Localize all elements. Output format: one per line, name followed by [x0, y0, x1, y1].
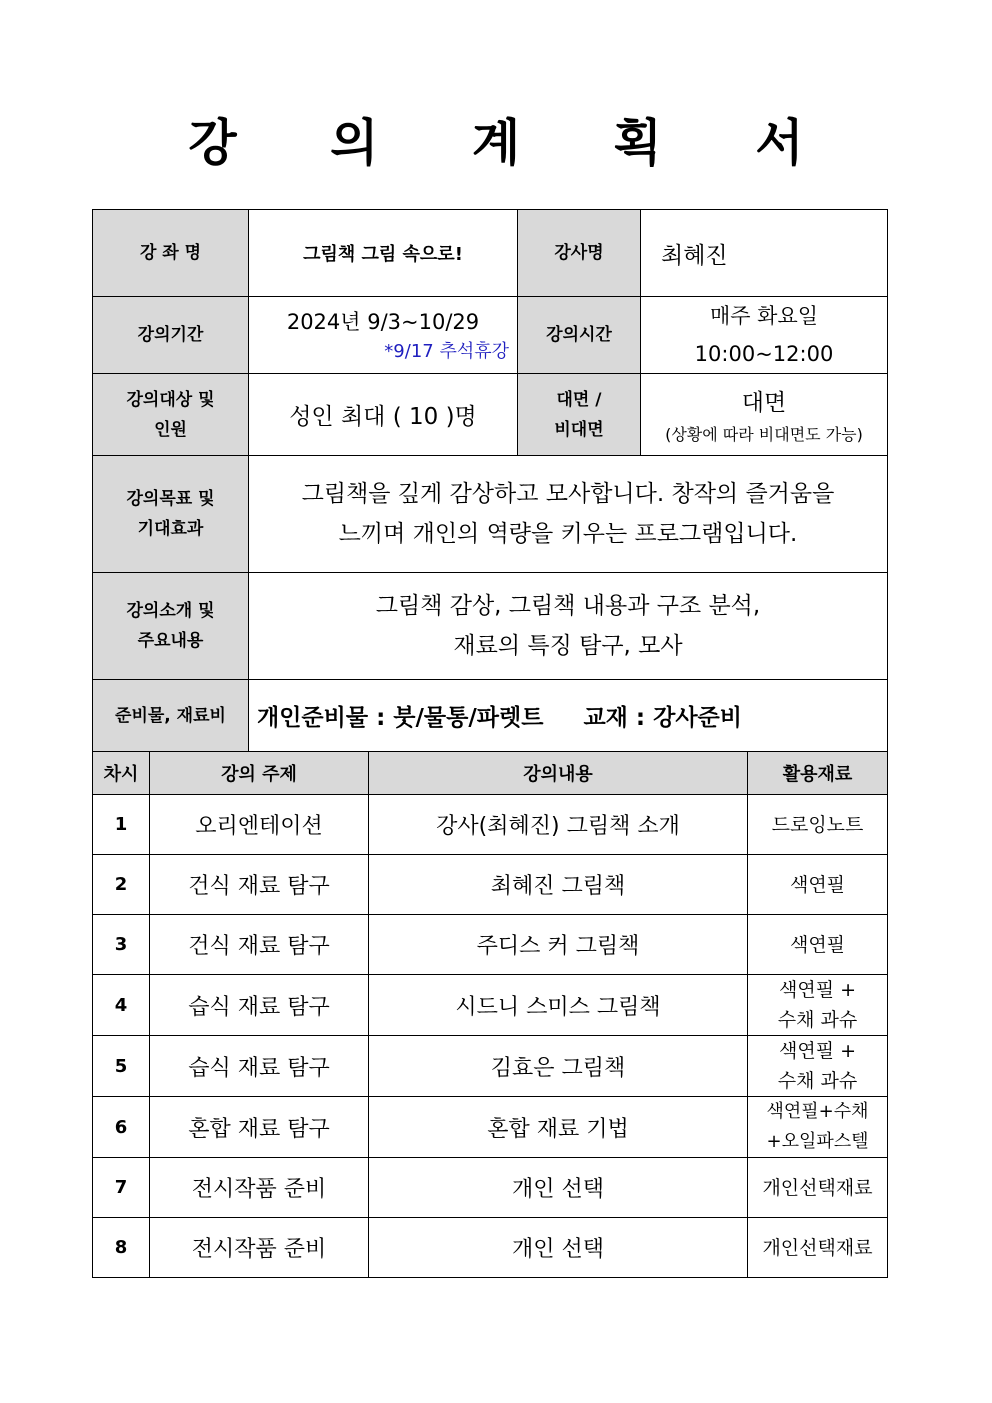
schedule-table: [92, 751, 888, 1278]
session-materials: [748, 855, 888, 915]
course-info-table: [92, 209, 888, 752]
session-number: 1: [93, 795, 150, 855]
session-materials: [748, 1158, 888, 1218]
session-topic: 습식 재료 탐구: [150, 975, 369, 1036]
session-content: 시드니 스미스 그림책: [369, 975, 748, 1036]
materials-line1: 색연필 +: [778, 979, 857, 1001]
period-cell: [249, 297, 518, 374]
mode-label-line2: 비대면: [554, 419, 604, 440]
schedule-row: [93, 1218, 888, 1278]
session-number: 3: [93, 915, 150, 975]
header-content: 강의내용: [369, 752, 748, 795]
goal-line1: 그림책을 깊게 감상하고 모사합니다. 창작의 즐거움을: [301, 481, 835, 507]
session-content: 주디스 커 그림책: [369, 915, 748, 975]
materials-line2: 수채 과슈: [777, 1070, 858, 1092]
goal-label-line2: 기대효과: [137, 519, 204, 539]
session-materials: [748, 975, 888, 1036]
goal-cell: [249, 456, 888, 573]
session-number: 5: [93, 1036, 150, 1097]
schedule-row: [93, 1158, 888, 1218]
goal-label-line1: 강의목표 및: [126, 489, 215, 509]
schedule-header-row: [93, 752, 888, 795]
session-content: 개인 선택: [369, 1218, 748, 1278]
prep-label: 준비물, 재료비: [93, 680, 249, 752]
target-label-line2: 인원: [154, 419, 187, 440]
session-topic: 전시작품 준비: [150, 1158, 369, 1218]
schedule-row: [93, 915, 888, 975]
prep-value: 개인준비물 : 붓/물통/파렛트 교재 : 강사준비: [249, 680, 888, 752]
session-number: 6: [93, 1097, 150, 1158]
header-topic: 강의 주제: [150, 752, 369, 795]
instructor-value: 최혜진: [641, 210, 888, 297]
session-topic: 오리엔테이션: [150, 795, 369, 855]
materials-line2: +오일파스텔: [766, 1131, 869, 1152]
schedule-row: [93, 795, 888, 855]
mode-value: 대면: [741, 390, 787, 416]
session-topic: 전시작품 준비: [150, 1218, 369, 1278]
time-day: 매주 화요일: [709, 304, 819, 328]
materials-line1: 개인선택재료: [762, 1236, 873, 1259]
header-materials: 활용재료: [748, 752, 888, 795]
session-content: 개인 선택: [369, 1158, 748, 1218]
materials-line1: 색연필: [789, 873, 846, 896]
materials-line1: 드로잉노트: [771, 813, 864, 836]
session-content: 최혜진 그림책: [369, 855, 748, 915]
period-note: *9/17 추석휴강: [384, 341, 509, 362]
time-label: 강의시간: [518, 297, 641, 374]
schedule-row: [93, 975, 888, 1036]
session-topic: 혼합 재료 탐구: [150, 1097, 369, 1158]
session-content: 김효은 그림책: [369, 1036, 748, 1097]
session-topic: 건식 재료 탐구: [150, 855, 369, 915]
page-title: 강 의 계 획 서: [188, 114, 842, 172]
session-materials: [748, 915, 888, 975]
session-content: 강사(최혜진) 그림책 소개: [369, 795, 748, 855]
mode-note: (상황에 따라 비대면도 가능): [665, 425, 863, 444]
course-name-label: 강 좌 명: [93, 210, 249, 297]
schedule-row: [93, 1036, 888, 1097]
session-materials: [748, 1218, 888, 1278]
time-hours: 10:00~12:00: [694, 342, 834, 366]
session-topic: 습식 재료 탐구: [150, 1036, 369, 1097]
materials-line1: 개인선택재료: [762, 1176, 873, 1199]
session-materials: [748, 795, 888, 855]
course-name-value: 그림책 그림 속으로!: [249, 210, 518, 297]
instructor-label: 강사명: [518, 210, 641, 297]
time-cell: [641, 297, 888, 374]
period-value: 2024년 9/3~10/29: [286, 310, 480, 334]
session-topic: 건식 재료 탐구: [150, 915, 369, 975]
session-materials: [748, 1036, 888, 1097]
period-label: 강의기간: [93, 297, 249, 374]
materials-line2: 수채 과슈: [777, 1009, 858, 1031]
intro-line2: 재료의 특징 탐구, 모사: [453, 633, 683, 659]
session-number: 2: [93, 855, 150, 915]
intro-line1: 그림책 감상, 그림책 내용과 구조 분석,: [375, 593, 761, 619]
session-number: 8: [93, 1218, 150, 1278]
session-content: 혼합 재료 기법: [369, 1097, 748, 1158]
target-label-line1: 강의대상 및: [126, 389, 215, 410]
mode-label: [518, 374, 641, 456]
target-label: [93, 374, 249, 456]
header-session: 차시: [93, 752, 150, 795]
intro-label: [93, 573, 249, 680]
goal-line2: 느끼며 개인의 역량을 키우는 프로그램입니다.: [338, 521, 798, 547]
intro-label-line1: 강의소개 및: [126, 601, 215, 621]
target-value: 성인 최대 ( 10 )명: [249, 374, 518, 456]
session-number: 4: [93, 975, 150, 1036]
materials-line1: 색연필: [789, 933, 846, 956]
materials-line1: 색연필+수채: [766, 1101, 869, 1122]
session-materials: [748, 1097, 888, 1158]
intro-cell: [249, 573, 888, 680]
schedule-row: [93, 855, 888, 915]
schedule-row: [93, 1097, 888, 1158]
intro-label-line2: 주요내용: [137, 631, 204, 651]
mode-label-line1: 대면 /: [556, 389, 602, 410]
mode-cell: [641, 374, 888, 456]
session-number: 7: [93, 1158, 150, 1218]
materials-line1: 색연필 +: [778, 1040, 857, 1062]
goal-label: [93, 456, 249, 573]
